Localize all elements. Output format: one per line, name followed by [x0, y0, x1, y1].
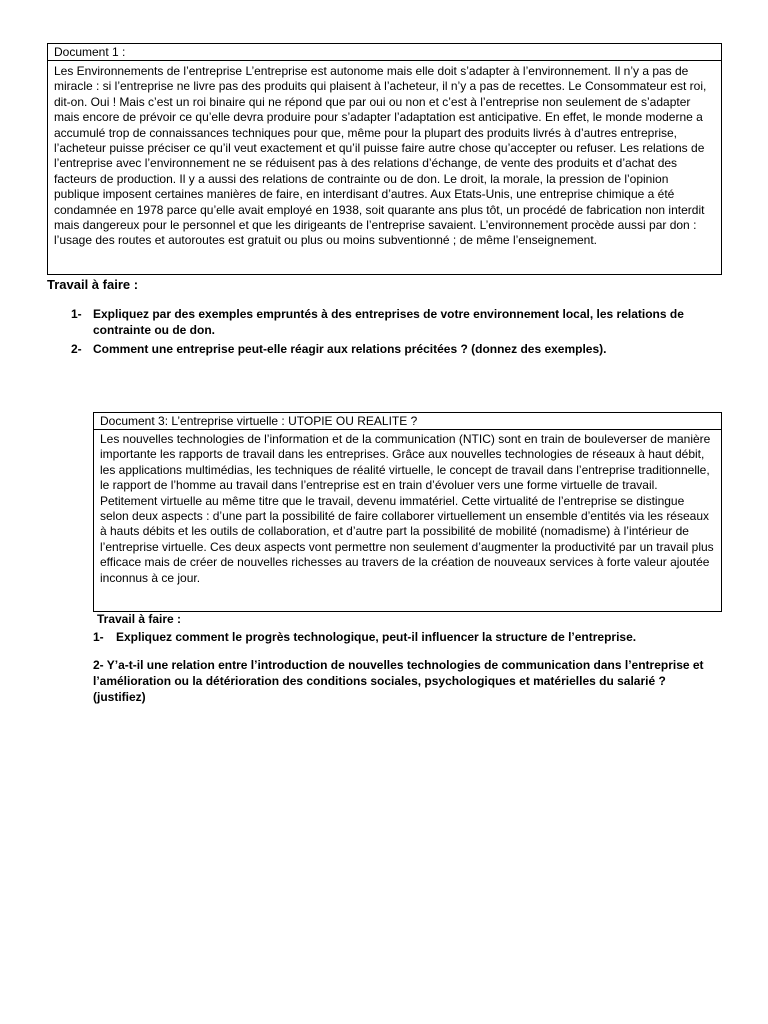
task-3-question-1 — [93, 629, 718, 645]
document-1-title: Document 1 : — [48, 44, 721, 61]
question-number: 1- — [71, 307, 82, 321]
task-1-question-1 — [71, 306, 716, 338]
document-3-text: Les nouvelles technologies de l’information et de la communication (NTIC) sont en train de bouleverser de manière importante les rapports de travail dans les entreprises. Grâce aux nouvelles technologies de réseaux à haut débit, les applications multimédias, les techniques de réalité virtuelle, le concept de travail dans l’entreprise traditionnelle, le rapport de l’homme au travail dans l’entreprise est en train d’évoluer vers une forme virtuelle de travail. Petitement virtuelle au même titre que le travail, devenu immatériel. Cette virtualité de l’entreprise se distingue selon deux aspects : d’une part la possibilité de faire collaborer virtuellement un ensemble d’entités via les réseaux à hauts débits et les outils de collaboration, et d’autre part la possibilité de mobilité (nomadisme) à l’intérieur de l’entreprise virtuelle. Ces deux aspects vont permettre non seulement d’augmenter la productivité par un travail plus efficace mais de créer de nouvelles richesses au travers de la création de nouveaux services à forte valeur ajoutée inconnus à ce jour. — [100, 432, 714, 585]
question-text: Comment une entreprise peut-elle réagir aux relations précitées ? (donnez des exemples). — [93, 342, 607, 356]
document-1-text: Les Environnements de l’entreprise L’entreprise est autonome mais elle doit s’adapter à l’environnement. Il n’y a pas de miracle : si l’entreprise ne livre pas des produits qui plaisent à l’acheteur, il n’y a pas de recettes. Le Consommateur est roi, dit-on. Oui ! Mais c’est un roi binaire qui ne répond que par oui ou non et c’est à l’entreprise non seulement de s’adapter mais encore de prévoir ce qu’elle devra produire pour s’adapter l’adaptation est anticipative. En effet, le monde moderne a accumulé trop de connaissances techniques pour que, même pour la plupart des produits livrés à d’autres entreprise, l’acheteur puisse préciser ce qu’il veut exactement et qu’il puisse faire autre chose qu’accepter ou refuser. Les relations de l’entreprise avec l’environnement ne se réduisent pas à des relations d’échange, de vente des produits et d’achat des facteurs de production. Il y a aussi des relations de contrainte ou de don. Le droit, la morale, la pression de l’opinion publique imposent certaines manières de faire, en interdisant d’autres. Aux Etats-Unis, une entreprise chimique a été condamnée en 1978 parce qu’elle avait employé en 1938, soit quarante ans plus tôt, un procédé de fabrication non interdit mais dangereux pour le personnel et que les dirigeants de l’entreprise savaient. L’environnement procède aussi par don : l’usage des routes et autoroutes est gratuit ou plus ou moins subventionné ; de même l’enseignement. — [54, 64, 707, 248]
document-3-box — [93, 412, 722, 612]
task-1-title: Travail à faire : — [47, 277, 139, 292]
question-number: 1- — [93, 630, 104, 644]
document-3-title: Document 3: L’entreprise virtuelle : UTOPIE OU REALITE ? — [94, 413, 721, 430]
question-text: 2- Y’a-t-il une relation entre l’introduction de nouvelles technologies de communication dans l’entreprise et l’amélioration ou la détérioration des conditions sociales, psychologiques et matérielles du salarié ? (justifiez) — [93, 658, 704, 704]
question-text: Expliquez par des exemples empruntés à des entreprises de votre environnement local, les relations de contrainte ou de don. — [93, 307, 684, 337]
question-text: Expliquez comment le progrès technologique, peut-il influencer la structure de l’entreprise. — [116, 630, 637, 644]
task-1-question-2 — [71, 341, 716, 357]
document-1-box — [47, 43, 722, 275]
task-3-title: Travail à faire : — [97, 612, 182, 626]
question-number: 2- — [71, 342, 82, 356]
task-3-question-2 — [93, 657, 721, 705]
